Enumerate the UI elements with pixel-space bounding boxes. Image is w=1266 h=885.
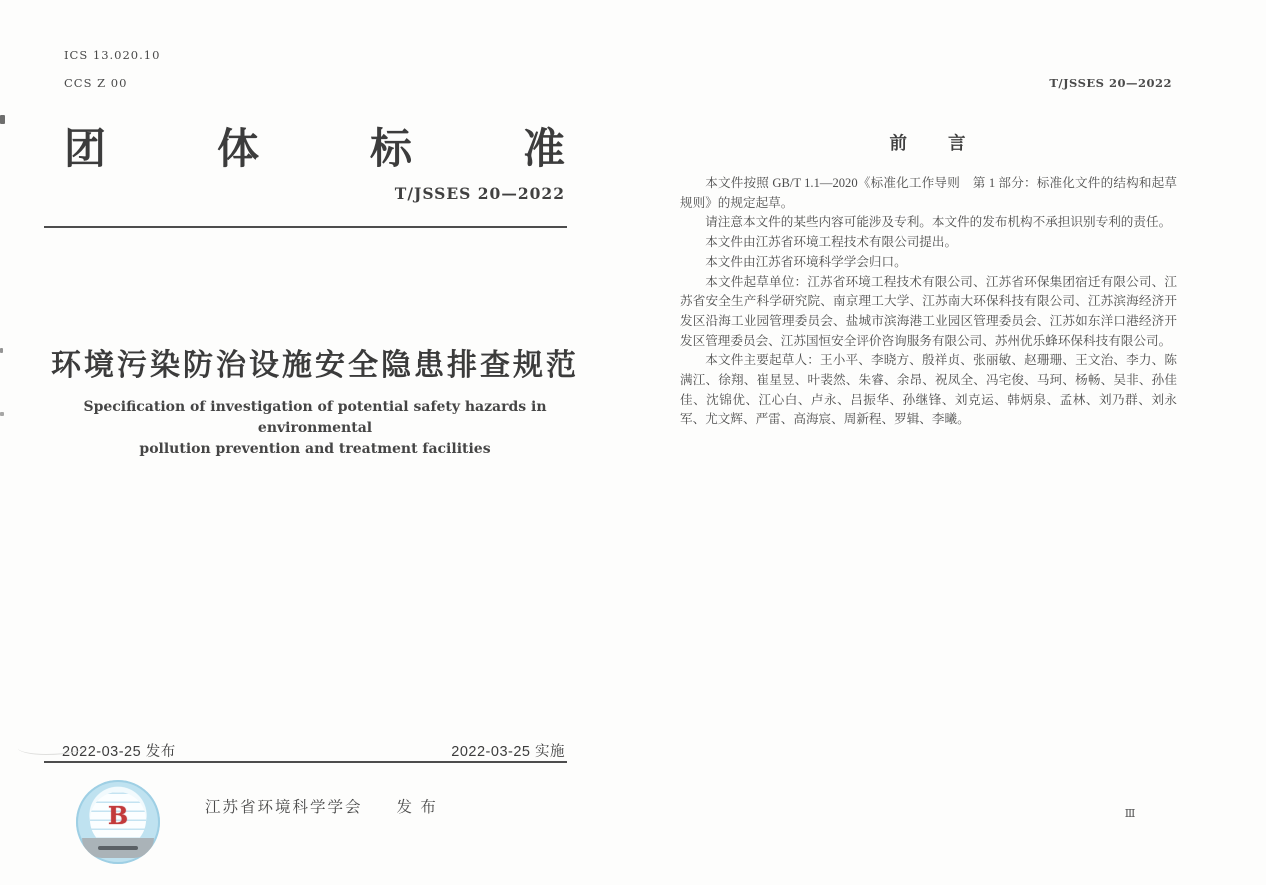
implement-date: 2022-03-25 实施 bbox=[451, 744, 565, 760]
publisher-row bbox=[205, 795, 535, 817]
standard-type-char: 体 bbox=[216, 125, 259, 172]
ics-code: ICS 13.020.10 bbox=[64, 48, 161, 62]
foreword-heading: 前 言 bbox=[889, 133, 968, 153]
standard-type-char: 团 bbox=[64, 125, 107, 172]
page-number: Ⅲ bbox=[1124, 808, 1136, 820]
document-title-english-line2: pollution prevention and treatment facilities bbox=[139, 441, 491, 457]
standard-type-char: 标 bbox=[369, 125, 412, 172]
foreword-paragraph: 本文件按照 GB/T 1.1—2020《标准化工作导则 第 1 部分：标准化文件的结构和起草规则》的规定起草。 bbox=[680, 176, 1177, 210]
foreword-header-standard-number: T/JSSES 20—2022 bbox=[1049, 76, 1172, 90]
scan-artifact-speck bbox=[0, 348, 3, 353]
publish-label: 发 布 bbox=[396, 799, 438, 816]
foreword-paragraph: 请注意本文件的某些内容可能涉及专利。本文件的发布机构不承担识别专利的责任。 bbox=[705, 215, 1172, 230]
document-title-english-line1: Specification of investigation of potential safety hazards in environmental bbox=[83, 399, 547, 436]
document-title-chinese: 环境污染防治设施安全隐患排查规范 bbox=[51, 349, 579, 382]
seal-banner bbox=[82, 838, 154, 858]
foreword-paragraph: 本文件由江苏省环境科学学会归口。 bbox=[705, 254, 907, 269]
cover-top-divider bbox=[44, 226, 567, 228]
scan-artifact-speck bbox=[0, 412, 4, 416]
foreword-paragraph: 本文件主要起草人：王小平、李晓方、殷祥贞、张丽敏、赵珊珊、王文治、李力、陈满江、徐翔、崔星昱、叶裴然、朱睿、余昂、祝凤全、冯宅俊、马珂、杨畅、吴非、孙佳佳、沈锦优、江心白、卢永、吕振华、孙继锋、刘克运、韩炳泉、孟林、刘乃群、刘永军、尤文辉、严雷、高海宸、周新程、罗辑、李曦。 bbox=[680, 353, 1177, 427]
seal-monogram: B bbox=[107, 801, 129, 830]
scan-artifact-speck bbox=[0, 115, 5, 124]
foreword-paragraph: 本文件起草单位：江苏省环境工程技术有限公司、江苏省环保集团宿迁有限公司、江苏省安全生产科学研究院、南京理工大学、江苏南大环保科技有限公司、江苏滨海经济开发区沿海工业园管理委员会、盐城市滨海港工业园区管理委员会、江苏如东洋口港经济开发区管理委员会、江苏国恒安全评价咨询服务有限公司、苏州优乐蜂环保科技有限公司。 bbox=[680, 274, 1177, 348]
standard-type-char: 准 bbox=[522, 125, 565, 172]
society-seal-icon bbox=[76, 780, 160, 864]
foreword-paragraph: 本文件由江苏省环境工程技术有限公司提出。 bbox=[705, 235, 958, 250]
ccs-code: CCS Z 00 bbox=[64, 76, 128, 90]
cover-bottom-divider bbox=[44, 761, 567, 763]
classification-codes bbox=[64, 34, 160, 104]
foreword-body bbox=[680, 174, 1177, 430]
standard-number: T/JSSES 20—2022 bbox=[394, 184, 565, 203]
issue-date: 2022-03-25 发布 bbox=[62, 744, 176, 760]
date-row bbox=[62, 740, 565, 761]
standard-type-title bbox=[64, 116, 565, 176]
seal-banner-text-mark bbox=[98, 846, 138, 850]
document-title-english bbox=[50, 397, 580, 460]
publisher-name: 江苏省环境科学学会 bbox=[205, 799, 363, 816]
